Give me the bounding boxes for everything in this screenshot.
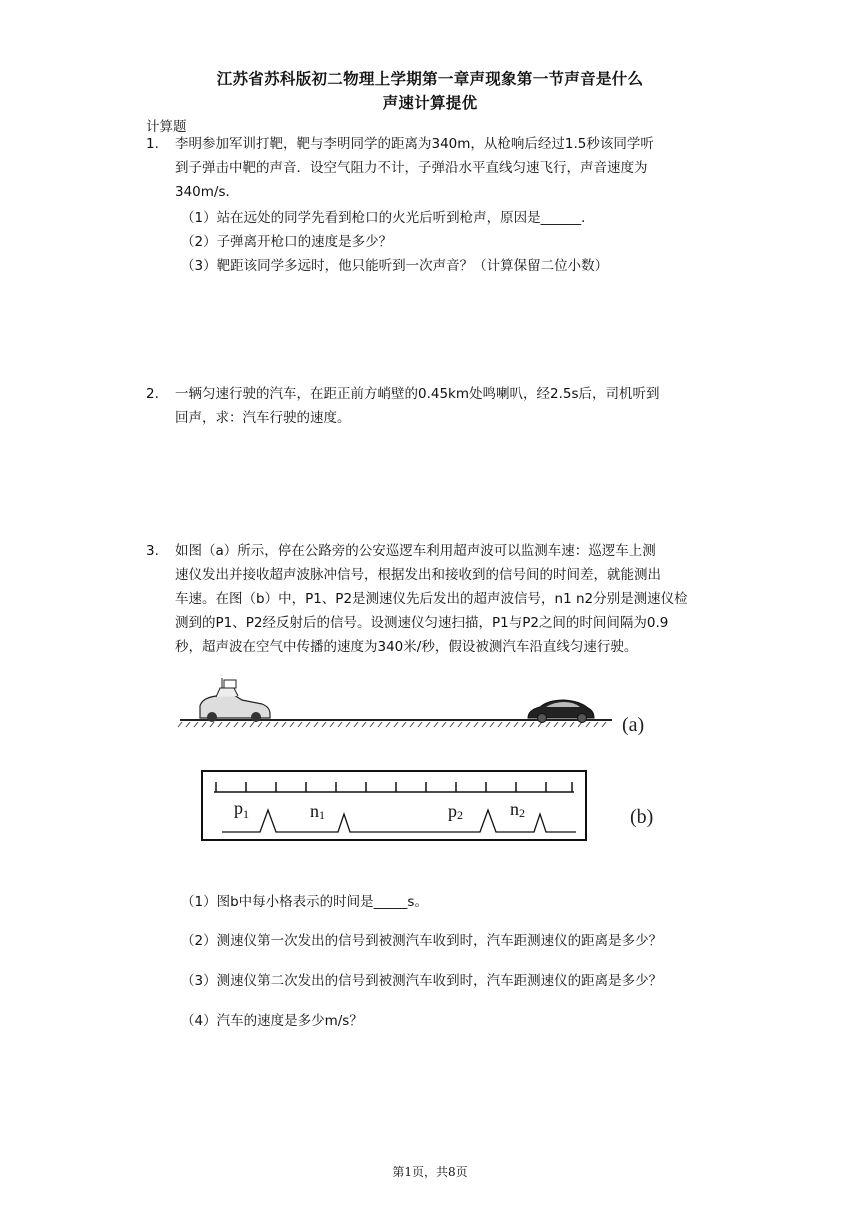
mark-n1: n1 (310, 801, 325, 822)
question-3-line-3: 车速。在图（b）中，P1、P2是测速仪先后发出的超声波信号，n1 n2分别是测速仪检 (175, 591, 688, 607)
police-car-icon (200, 678, 270, 722)
page-footer: 第1页，共8页 (392, 1165, 468, 1179)
question-1-line-2: 到子弹击中靶的声音．设空气阻力不计，子弹沿水平直线匀速飞行，声音速度为 (175, 160, 648, 176)
question-3-sub-2: （2）测速仪第一次发出的信号到被测汽车收到时，汽车距测速仪的距离是多少？ (181, 933, 663, 949)
speed-radar-figure (176, 674, 676, 844)
question-1-number: 1. (146, 136, 159, 152)
mark-n2: n2 (510, 799, 525, 820)
question-1-sub-2: （2）子弹离开枪口的速度是多少？ (181, 234, 393, 250)
question-1-line-1: 李明参加军训打靶，靶与李明同学的距离为340m，从枪响后经过1.5秒该同学听 (175, 136, 654, 152)
figure-b-label: (b) (630, 806, 654, 828)
question-2-text (175, 382, 727, 430)
mark-p1: $p_1$ (234, 798, 249, 821)
question-2-number: 2. (146, 386, 159, 402)
question-3-sub-3: （3）测速仪第二次发出的信号到被测汽车收到时，汽车距测速仪的距离是多少？ (181, 973, 663, 989)
question-3-line-5: 秒，超声波在空气中传播的速度为340米/秒，假设被测汽车沿直线匀速行驶。 (175, 639, 638, 655)
question-3-line-4: 测到的P1、P2经反射后的信号。设测速仪匀速扫描，P1与P2之间的时间间隔为0.9 (175, 615, 669, 631)
question-3-sub-1: （1）图b中每小格表示的时间是_____s。 (181, 894, 428, 910)
question-1-sub-1: （1）站在远处的同学先看到枪口的火光后听到枪声，原因是______． (181, 210, 595, 226)
page-subtitle: 声速计算提优 (382, 94, 478, 112)
question-1-text (175, 132, 727, 204)
question-1-line-3: 340m/s． (175, 184, 239, 200)
question-3-text (175, 539, 727, 659)
figure-a-label: (a) (622, 714, 645, 736)
question-3-number: 3. (146, 543, 159, 559)
figure-b (202, 771, 653, 840)
page-title: 江苏省苏科版初二物理上学期第一章声现象第一节声音是什么 (216, 70, 644, 88)
figure-a (178, 678, 644, 736)
question-3-sub-4: （4）汽车的速度是多少m/s？ (181, 1013, 363, 1029)
question-1-sub-3: （3）靶距该同学多远时，他只能听到一次声音？（计算保留二位小数） (181, 258, 609, 274)
section-heading: 计算题 (146, 119, 187, 135)
question-2-line-2: 回声，求：汽车行驶的速度。 (175, 410, 351, 426)
question-3-line-1: 如图（a）所示，停在公路旁的公安巡逻车利用超声波可以监测车速：巡逻车上测 (175, 543, 656, 559)
scale-ticks (216, 782, 572, 792)
mark-p2: p2 (448, 801, 463, 822)
question-3-line-2: 速仪发出并接收超声波脉冲信号，根据发出和接收到的信号间的时间差，就能测出 (175, 567, 661, 583)
question-2-line-1: 一辆匀速行驶的汽车，在距正前方峭壁的0.45km处鸣喇叭，经2.5s后，司机听到 (175, 386, 660, 402)
